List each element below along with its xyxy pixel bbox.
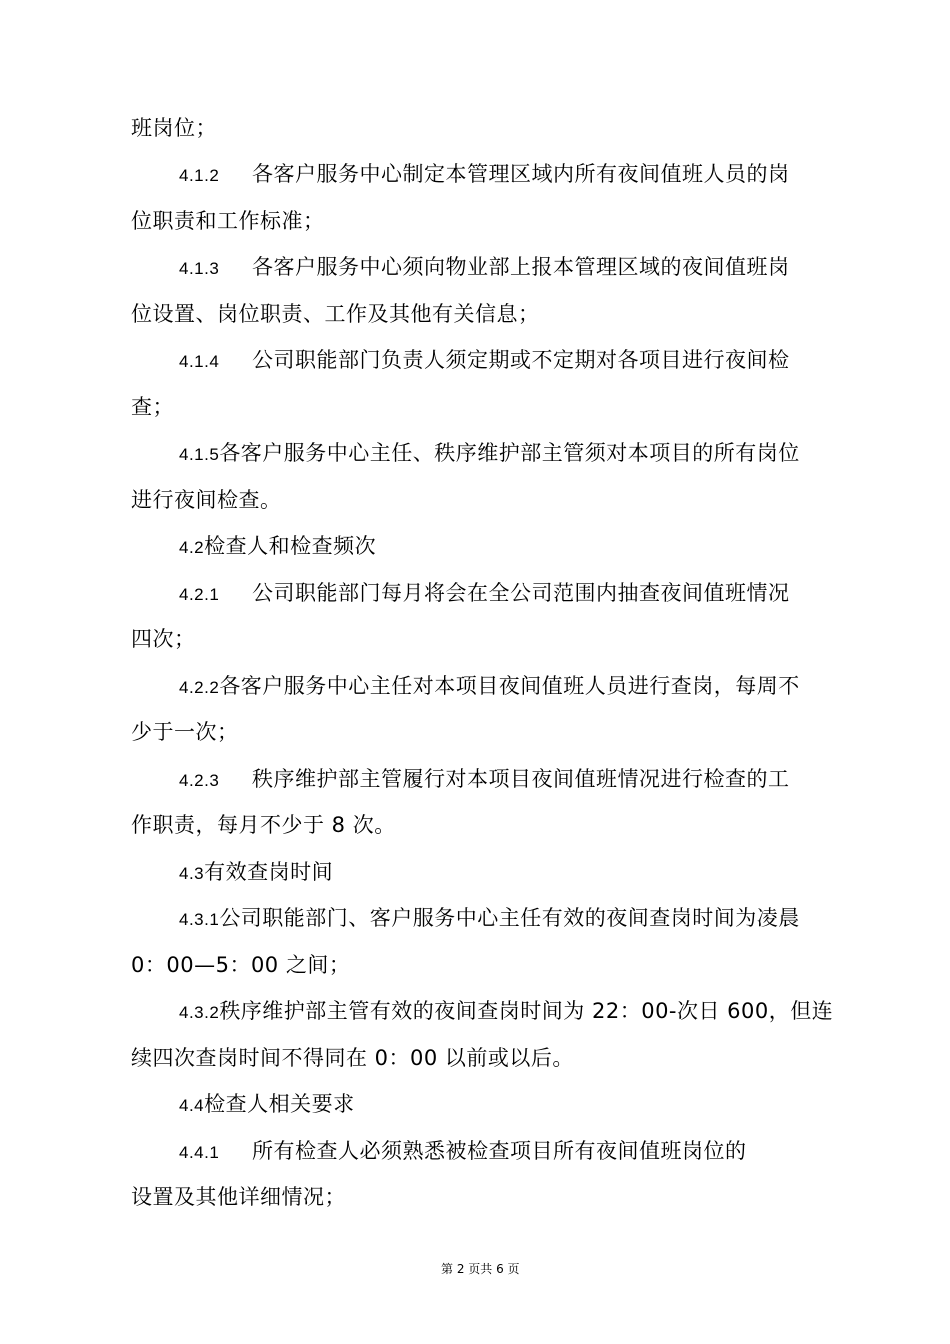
section-heading: 4.2检查人和检查频次	[179, 532, 376, 562]
paragraph-line: 进行夜间检查。	[131, 488, 282, 512]
paragraph-line: 4.1.5各客户服务中心主任、秩序维护部主管须对本项目的所有岗位	[179, 439, 800, 469]
section-number: 4.2.3	[179, 771, 220, 790]
paragraph-line: 4.3.1公司职能部门、客户服务中心主任有效的夜间查岗时间为凌晨	[179, 904, 800, 934]
paragraph-line: 4.3.2秩序维护部主管有效的夜间查岗时间为 22：00-次日 600，但连	[179, 997, 833, 1027]
page-number-footer: 第 2 页共 6 页	[441, 1262, 520, 1276]
section-heading: 4.3有效查岗时间	[179, 858, 333, 888]
paragraph-line: 班岗位；	[131, 116, 217, 140]
paragraph-line: 4.4.1 所有检查人必须熟悉被检查项目所有夜间值班岗位的	[179, 1137, 747, 1167]
paragraph-line: 4.1.4 公司职能部门负责人须定期或不定期对各项目进行夜间检	[179, 346, 790, 376]
section-number: 4.1.4	[179, 352, 220, 371]
paragraph-line: 4.1.3 各客户服务中心须向物业部上报本管理区域的夜间值班岗	[179, 253, 790, 283]
section-number: 4.1.3	[179, 259, 220, 278]
section-number: 4.3.1	[179, 910, 220, 929]
section-number: 4.3.2	[179, 1003, 220, 1022]
paragraph-line: 位职责和工作标准；	[131, 209, 325, 233]
paragraph-line: 4.1.2 各客户服务中心制定本管理区域内所有夜间值班人员的岗	[179, 160, 790, 190]
paragraph-line: 4.2.1 公司职能部门每月将会在全公司范围内抽查夜间值班情况	[179, 579, 790, 609]
section-number: 4.1.5	[179, 445, 220, 464]
section-number: 4.2.1	[179, 585, 220, 604]
paragraph-line: 少于一次；	[131, 720, 239, 744]
paragraph-line: 续四次查岗时间不得同在 0：00 以前或以后。	[131, 1046, 574, 1070]
section-heading: 4.4检查人相关要求	[179, 1090, 355, 1120]
paragraph-line: 4.2.2各客户服务中心主任对本项目夜间值班人员进行查岗，每周不	[179, 672, 800, 702]
section-number: 4.1.2	[179, 166, 220, 185]
paragraph-line: 0：00—5：00 之间；	[131, 953, 351, 977]
paragraph-line: 4.2.3 秩序维护部主管履行对本项目夜间值班情况进行检查的工	[179, 765, 790, 795]
section-number: 4.2	[179, 538, 205, 557]
paragraph-line: 四次；	[131, 627, 196, 651]
paragraph-line: 查；	[131, 395, 174, 419]
section-number: 4.4.1	[179, 1143, 220, 1162]
section-number: 4.4	[179, 1096, 205, 1115]
section-number: 4.3	[179, 864, 205, 883]
paragraph-line: 设置及其他详细情况；	[131, 1185, 346, 1209]
paragraph-line: 位设置、岗位职责、工作及其他有关信息；	[131, 302, 540, 326]
section-number: 4.2.2	[179, 678, 220, 697]
paragraph-line: 作职责，每月不少于 8 次。	[131, 813, 396, 837]
